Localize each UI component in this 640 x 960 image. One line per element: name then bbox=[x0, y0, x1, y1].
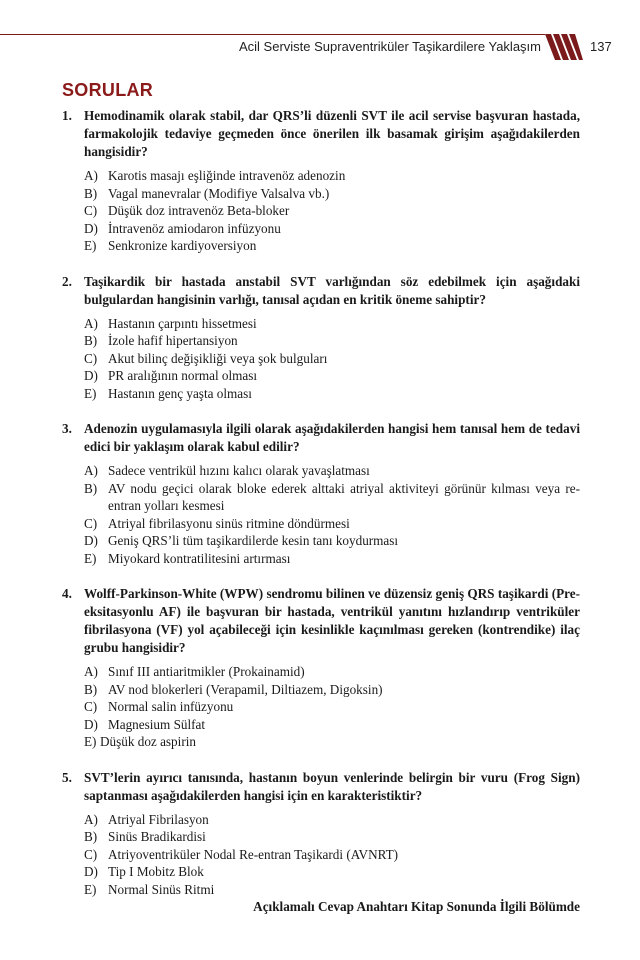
option-b bbox=[84, 185, 580, 203]
option-c bbox=[84, 846, 580, 864]
option-letter: A) bbox=[84, 315, 98, 331]
question-stem: Wolff-Parkinson-White (WPW) sendromu bilinen ve düzensiz geniş QRS taşikardi (Pre-eksitasyonlu AF) ile başvuran bir hastada, ventrikül yanıtını hızlandırıp ventriküler fibrilasyona (VF) yol açabileceği için kesinlikle kaçınılması gereken (kontrendike) ilaç grubu hangisidir? bbox=[84, 586, 580, 655]
option-text: İntravenöz amiodaron infüzyonu bbox=[108, 220, 281, 236]
option-text: Senkronize kardiyoversiyon bbox=[108, 238, 257, 253]
option-letter: C) bbox=[84, 699, 98, 714]
option-letter: D) bbox=[84, 864, 98, 879]
option-text: Tip I Mobitz Blok bbox=[108, 864, 204, 879]
option-e bbox=[84, 733, 580, 751]
option-letter: C) bbox=[84, 203, 98, 218]
option-letter: B) bbox=[84, 333, 98, 348]
option-text: Atriyal Fibrilasyon bbox=[108, 811, 209, 827]
option-text: Sınıf III antiaritmikler (Prokainamid) bbox=[108, 664, 305, 679]
option-e bbox=[84, 237, 580, 255]
section-title: SORULAR bbox=[62, 80, 154, 100]
question-5 bbox=[62, 769, 580, 899]
option-text: Hastanın çarpıntı hissetmesi bbox=[108, 315, 257, 331]
option-a bbox=[84, 462, 580, 480]
option-letter: E) bbox=[84, 881, 97, 897]
question-number: 1. bbox=[62, 108, 72, 123]
option-e bbox=[84, 550, 580, 568]
option-letter: E) bbox=[84, 385, 97, 401]
page-number: 137 bbox=[590, 39, 612, 54]
option-b bbox=[84, 681, 580, 699]
option-text: Miyokard kontratilitesini artırması bbox=[108, 550, 291, 566]
option-text: Sadece ventrikül hızını kalıcı olarak yavaşlatması bbox=[108, 463, 370, 478]
option-text: Magnesium Sülfat bbox=[108, 716, 206, 732]
option-letter: B) bbox=[84, 681, 98, 697]
answer-key-note: Açıklamalı Cevap Anahtarı Kitap Sonunda İlgili Bölümde bbox=[253, 899, 580, 914]
option-letter: B) bbox=[84, 480, 98, 496]
option-list bbox=[84, 315, 580, 403]
option-text: Akut bilinç değişikliği veya şok bulguları bbox=[108, 350, 328, 366]
option-list bbox=[84, 167, 580, 255]
option-c bbox=[84, 698, 580, 716]
question-number: 2. bbox=[62, 273, 72, 289]
question-3 bbox=[62, 420, 580, 567]
option-text: İzole hafif hipertansiyon bbox=[108, 333, 238, 348]
option-b bbox=[84, 480, 580, 515]
question-stem: Taşikardik bir hastada anstabil SVT varlığından söz edebilmek için aşağıdaki bulgulardan hangisinin varlığı, tanısal açıdan en kritik öneme sahiptir? bbox=[84, 273, 580, 307]
option-a bbox=[84, 811, 580, 829]
option-text: Normal salin infüzyonu bbox=[108, 699, 234, 714]
option-text: Atriyal fibrilasyonu sinüs ritmine döndürmesi bbox=[108, 515, 350, 531]
option-a bbox=[84, 315, 580, 333]
option-c bbox=[84, 350, 580, 368]
option-letter: B) bbox=[84, 829, 98, 844]
option-list bbox=[84, 462, 580, 567]
option-letter: D) bbox=[84, 716, 98, 732]
option-list bbox=[84, 811, 580, 899]
option-letter: D) bbox=[84, 368, 98, 383]
header-rule bbox=[0, 34, 545, 35]
option-a bbox=[84, 663, 580, 681]
option-letter: A) bbox=[84, 811, 98, 827]
question-stem: Adenozin uygulamasıyla ilgili olarak aşağıdakilerden hangisi hem tanısal hem de tedavi edici bir yaklaşım olarak kabul edilir? bbox=[84, 421, 580, 454]
question-4 bbox=[62, 585, 580, 751]
option-text: AV nodu geçici olarak bloke ederek alttaki atriyal aktiviteyi görünür kılması veya re-entran yolları kesmesi bbox=[108, 480, 580, 513]
option-text: Düşük doz intravenöz Beta-bloker bbox=[108, 203, 290, 218]
option-text: Normal Sinüs Ritmi bbox=[108, 881, 215, 897]
option-e bbox=[84, 881, 580, 899]
option-text: PR aralığının normal olması bbox=[108, 368, 258, 383]
question-list bbox=[62, 107, 580, 916]
option-letter: C) bbox=[84, 846, 98, 862]
option-d bbox=[84, 863, 580, 881]
question-1 bbox=[62, 107, 580, 255]
option-d bbox=[84, 532, 580, 550]
option-letter: E) bbox=[84, 238, 97, 253]
question-number: 4. bbox=[62, 586, 72, 601]
option-letter: A) bbox=[84, 463, 98, 478]
question-stem: Hemodinamik olarak stabil, dar QRS’li düzenli SVT ile acil servise başvuran hastada, farmakolojik tedaviye geçmeden önce önerilen ilk basamak girişim aşağıdakilerden hangisidir? bbox=[84, 108, 580, 159]
option-letter: C) bbox=[84, 515, 98, 531]
option-letter: B) bbox=[84, 185, 98, 201]
option-b bbox=[84, 332, 580, 350]
option-letter: A) bbox=[84, 168, 98, 183]
option-text: Hastanın genç yaşta olması bbox=[108, 385, 252, 401]
question-number: 5. bbox=[62, 769, 72, 785]
option-letter: D) bbox=[84, 220, 98, 236]
option-b bbox=[84, 828, 580, 846]
option-text: Düşük doz aspirin bbox=[100, 734, 196, 749]
option-letter: C) bbox=[84, 350, 98, 366]
option-text: Vagal manevralar (Modifiye Valsalva vb.) bbox=[108, 185, 330, 201]
option-e bbox=[84, 385, 580, 403]
option-c bbox=[84, 515, 580, 533]
header-stripes-ornament bbox=[545, 32, 583, 62]
option-a bbox=[84, 167, 580, 185]
option-text: Karotis masajı eşliğinde intravenöz adenozin bbox=[108, 168, 346, 183]
question-stem: SVT’lerin ayırıcı tanısında, hastanın boyun venlerinde belirgin bir vuru (Frog Sign) saptanması aşağıdakilerden hangisi için en karakteristiktir? bbox=[84, 769, 580, 803]
option-text: Sinüs Bradikardisi bbox=[108, 829, 206, 844]
option-c bbox=[84, 202, 580, 220]
option-letter: E) bbox=[84, 550, 97, 566]
option-letter: A) bbox=[84, 664, 98, 679]
option-list bbox=[84, 663, 580, 751]
question-2 bbox=[62, 273, 580, 403]
option-d bbox=[84, 367, 580, 385]
option-d bbox=[84, 716, 580, 734]
option-letter: E) bbox=[84, 734, 97, 749]
option-letter: D) bbox=[84, 533, 98, 548]
option-text: Geniş QRS’li tüm taşikardilerde kesin tanı koydurması bbox=[108, 533, 399, 548]
option-text: AV nod blokerleri (Verapamil, Diltiazem, Digoksin) bbox=[108, 681, 383, 697]
option-d bbox=[84, 220, 580, 238]
running-header-title: Acil Serviste Supraventriküler Taşikardilere Yaklaşım bbox=[238, 39, 541, 54]
option-text: Atriyoventriküler Nodal Re-entran Taşikardi (AVNRT) bbox=[108, 846, 399, 862]
question-number: 3. bbox=[62, 421, 72, 436]
